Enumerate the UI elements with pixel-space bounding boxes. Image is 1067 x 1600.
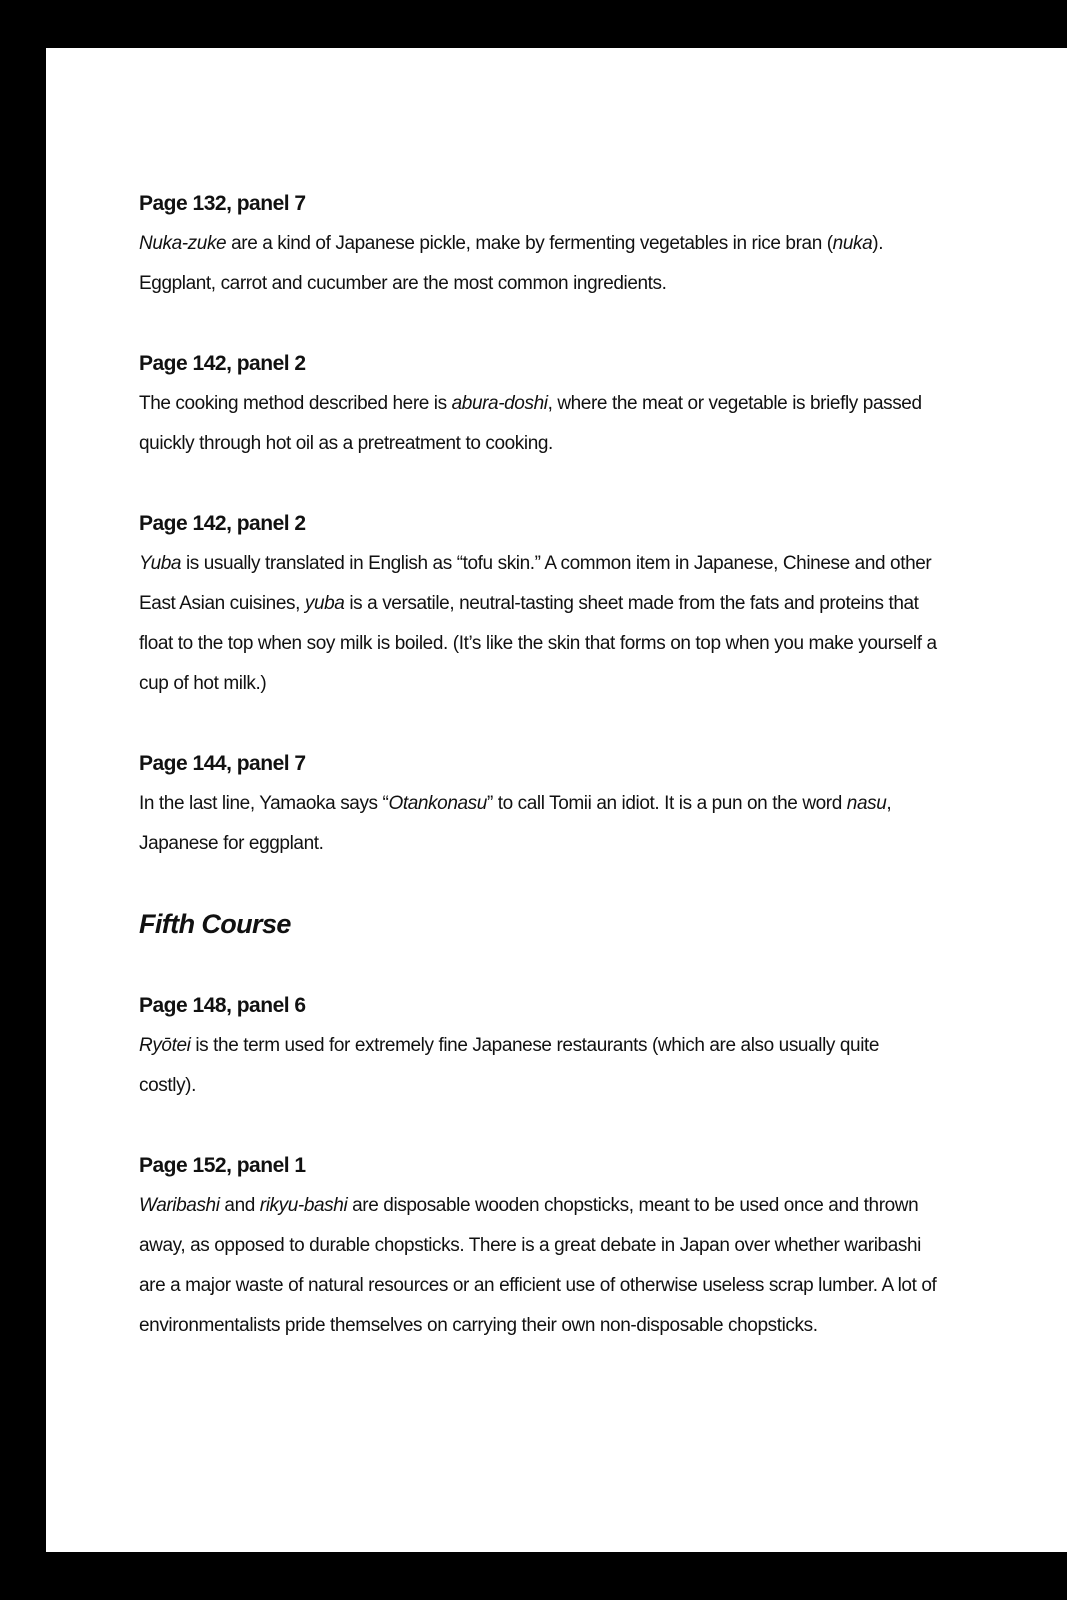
book-page	[46, 48, 1067, 1552]
note-term: Yuba	[139, 553, 182, 574]
note-body	[139, 1026, 939, 1106]
note-body	[139, 224, 939, 304]
note-term: rikyu-bashi	[259, 1195, 348, 1216]
note-text: is a versatile, neutral-tasting sheet made from the fats and proteins that float to the top when soy milk is boiled. (It’s like the skin that forms on top when you make yourself a cup of hot milk.)	[139, 593, 937, 694]
note-text: In the last line, Yamaoka says “	[139, 793, 389, 814]
note-heading: Page 152, panel 1	[139, 1154, 306, 1177]
note-term: Otankonasu	[388, 793, 487, 814]
note-text: and	[219, 1195, 260, 1216]
note-text: are a kind of Japanese pickle, make by fermenting vegetables in rice bran (	[226, 233, 833, 254]
note-term: yuba	[304, 593, 345, 614]
translation-note	[139, 744, 939, 864]
note-text: , where the meat or vegetable is briefly passed quickly through hot oil as a pretreatment to cooking.	[139, 393, 922, 454]
translation-note	[139, 504, 939, 704]
note-heading: Page 142, panel 2	[139, 352, 306, 375]
note-text: is the term used for extremely fine Japanese restaurants (which are also usually quite costly).	[139, 1035, 880, 1096]
note-heading: Page 142, panel 2	[139, 512, 306, 535]
note-term: Waribashi	[139, 1195, 220, 1216]
note-body	[139, 1186, 939, 1346]
note-text: are disposable wooden chopsticks, meant to be used once and thrown away, as opposed to durable chopsticks. There is a great debate in Japan over whether waribashi are a major waste of natural resources or an efficient use of otherwise useless scrap lumber. A lot of environmentalists pride themselves on carrying their own non-disposable chopsticks.	[139, 1195, 937, 1336]
section-title: Fifth Course	[139, 909, 291, 939]
note-text: ” to call Tomii an idiot. It is a pun on the word	[486, 793, 847, 814]
note-text: is usually translated in English as “tofu skin.” A common item in Japanese, Chinese and other East Asian cuisines,	[139, 553, 932, 614]
translation-note	[139, 344, 939, 464]
note-term: Ryōtei	[139, 1035, 191, 1056]
translation-note	[139, 986, 939, 1106]
translation-note	[139, 184, 939, 304]
note-text: The cooking method described here is	[139, 393, 452, 414]
notes-content	[139, 184, 939, 1386]
note-heading: Page 148, panel 6	[139, 994, 306, 1017]
note-body	[139, 784, 939, 864]
note-term: nasu	[846, 793, 887, 814]
note-heading: Page 144, panel 7	[139, 752, 306, 775]
translation-note	[139, 1146, 939, 1346]
note-heading: Page 132, panel 7	[139, 192, 306, 215]
note-text: , Japanese for eggplant.	[139, 793, 892, 854]
note-term: Nuka-zuke	[139, 233, 227, 254]
note-body	[139, 384, 939, 464]
note-text: ). Eggplant, carrot and cucumber are the most common ingredients.	[139, 233, 884, 294]
note-term: nuka	[832, 233, 873, 254]
notes-list-top	[139, 184, 939, 864]
note-body	[139, 544, 939, 704]
notes-list-bottom	[139, 986, 939, 1346]
note-term: abura-doshi	[451, 393, 548, 414]
